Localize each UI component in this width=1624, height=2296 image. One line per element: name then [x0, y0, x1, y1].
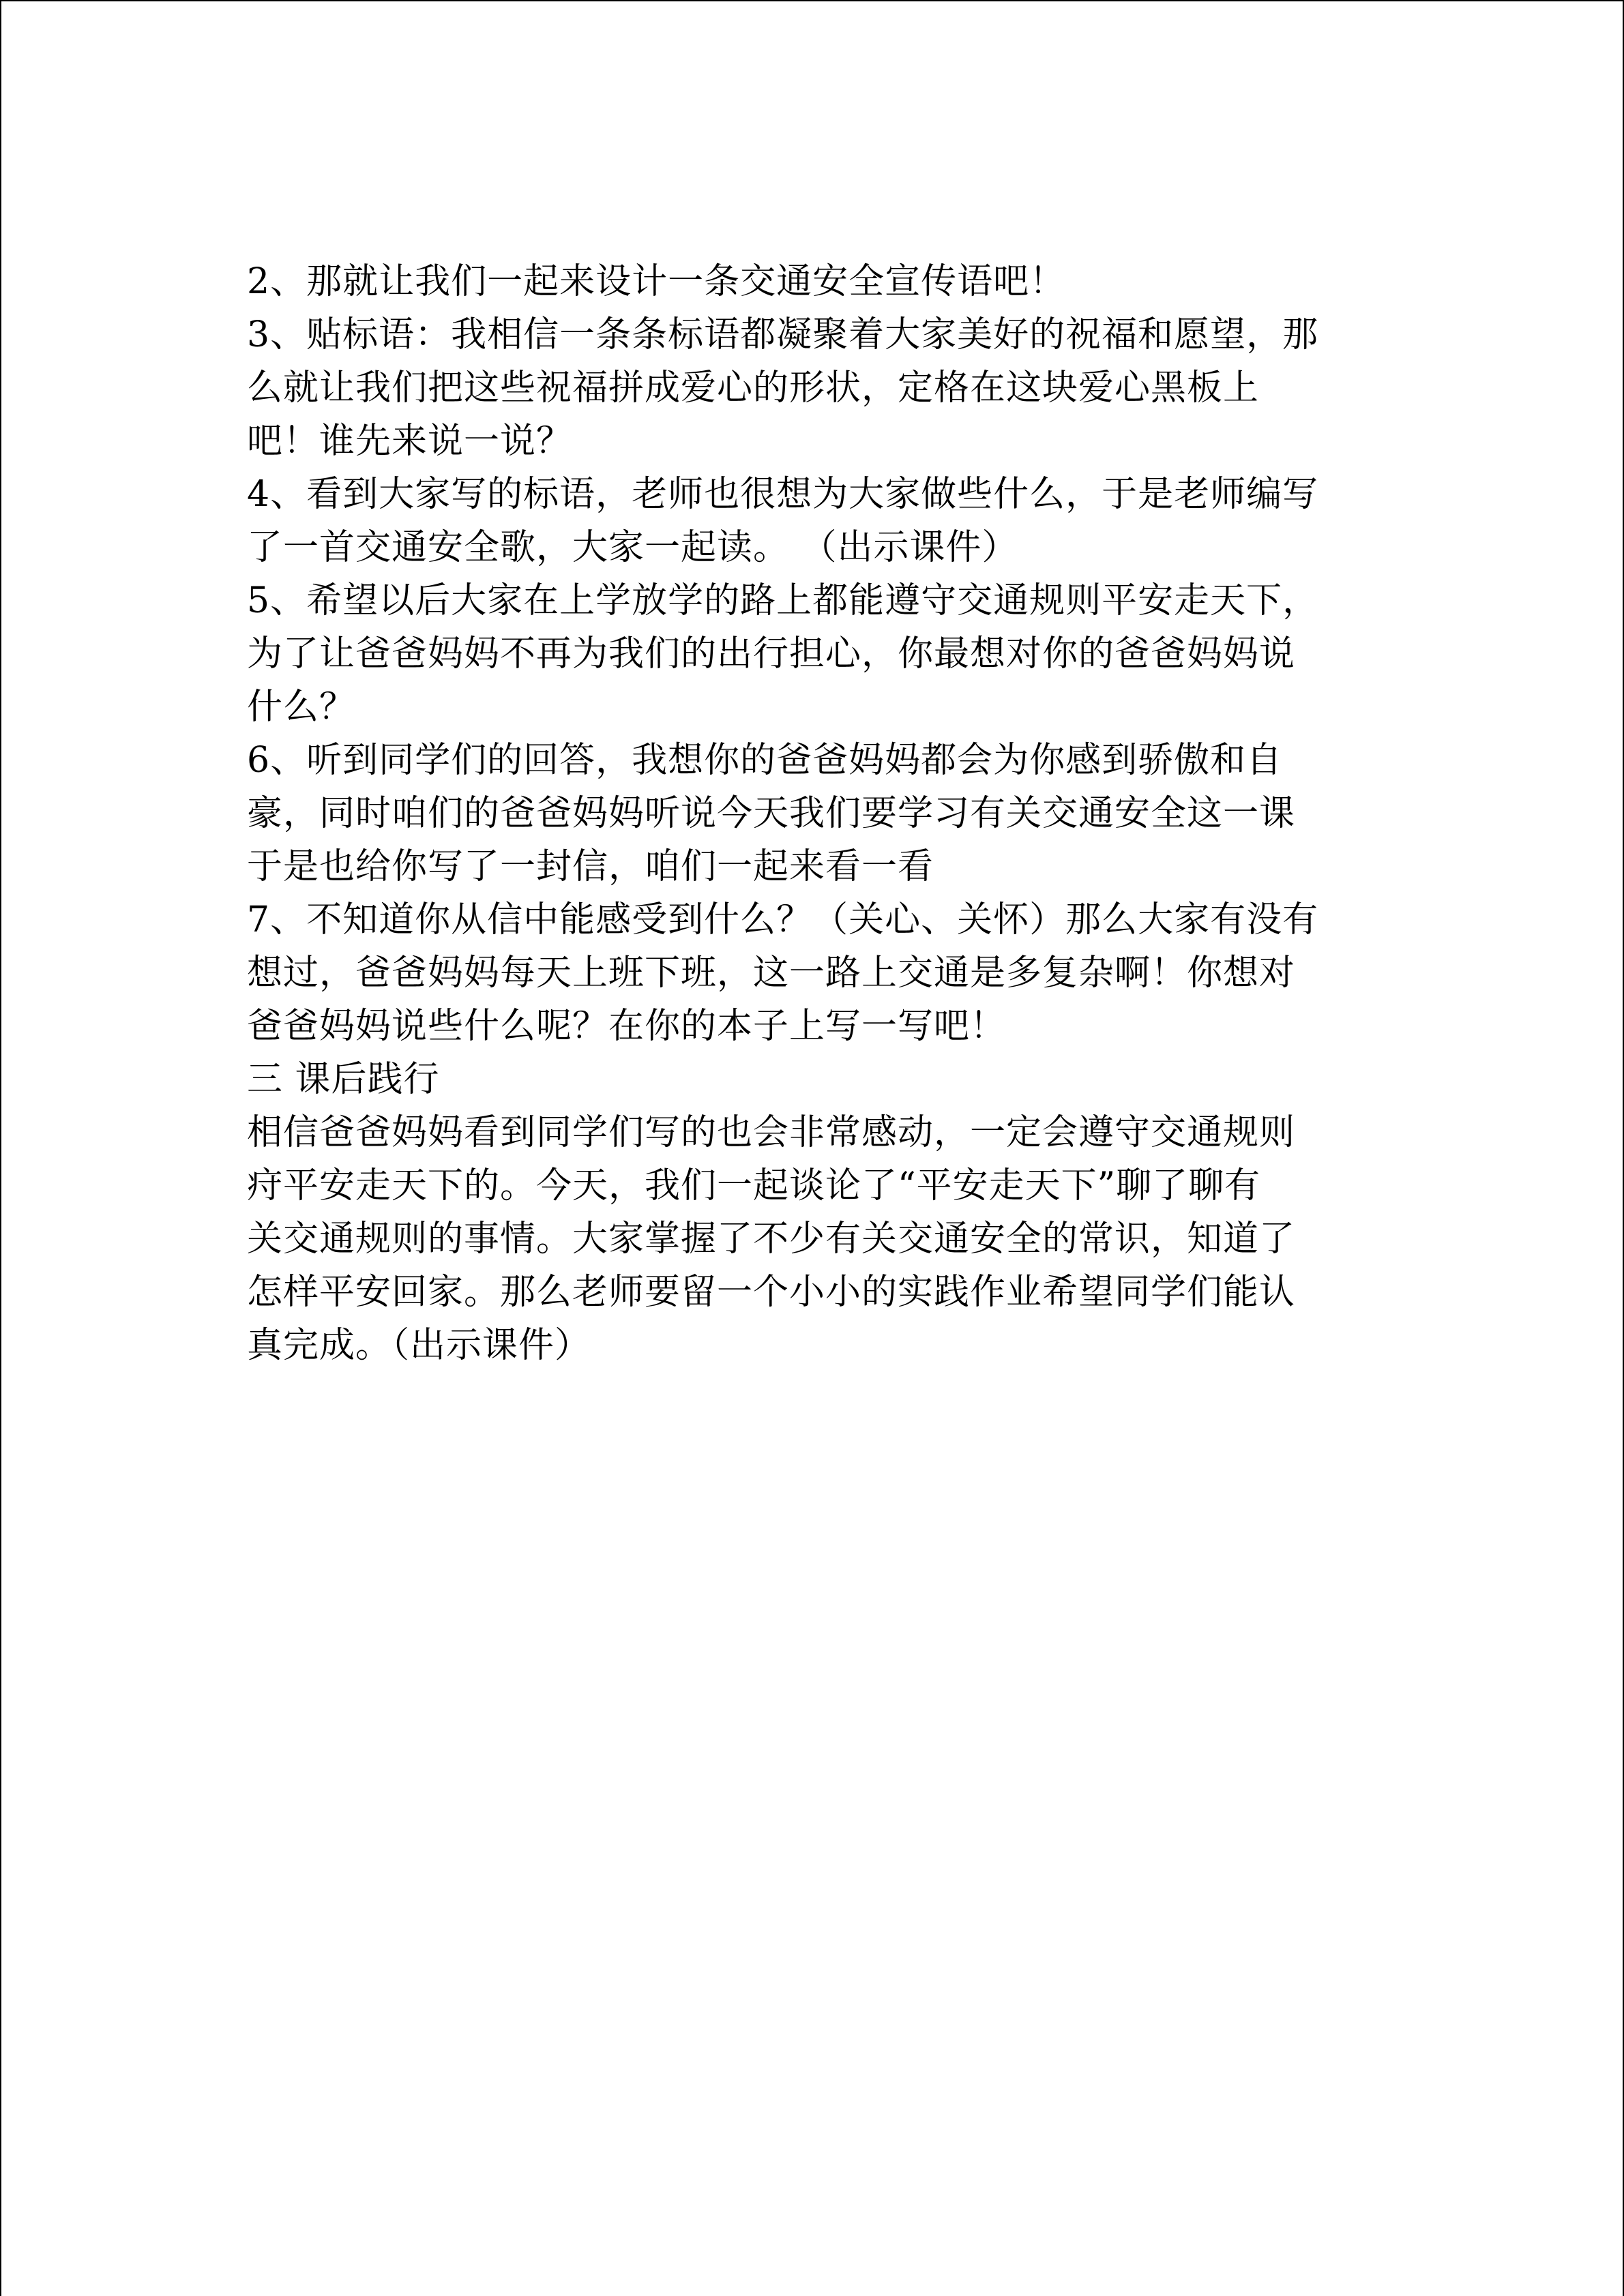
text-line: 吧！谁先来说一说？: [247, 421, 573, 462]
text-line: 了一首交通安全歌，大家一起读。 （出示课件）: [247, 527, 1018, 568]
text-line: 怎样平安回家。那么老师要留一个小小的实践作业希望同学们能认: [247, 1272, 1296, 1313]
document-body: [247, 255, 1379, 1372]
text-line: 什么？: [247, 687, 356, 728]
section-heading: 三 课后践行: [247, 1059, 440, 1100]
text-line: 为了让爸爸妈妈不再为我们的出行担心，你最想对你的爸爸妈妈说: [247, 633, 1296, 674]
text-line: 5、希望以后大家在上学放学的路上都能遵守交通规则平安走天下，: [247, 580, 1319, 621]
text-line: 豪，同时咱们的爸爸妈妈听说今天我们要学习有关交通安全这一课: [247, 793, 1296, 834]
text-line: 想过，爸爸妈妈每天上班下班，这一路上交通是多复杂啊！你想对: [247, 953, 1296, 994]
text-line: 关交通规则的事情。大家掌握了不少有关交通安全的常识，知道了: [247, 1219, 1296, 1259]
text-line: 2、那就让我们一起来设计一条交通安全宣传语吧！: [247, 261, 1066, 302]
text-line: 相信爸爸妈妈看到同学们写的也会非常感动，一定会遵守交通规则: [247, 1112, 1296, 1153]
text-line: 4、看到大家写的标语，老师也很想为大家做些什么，于是老师编写: [247, 474, 1319, 515]
text-line: 爸爸妈妈说些什么呢？在你的本子上写一写吧！: [247, 1006, 1007, 1047]
text-line: 于是也给你写了一封信，咱们一起来看一看: [247, 846, 934, 887]
text-line: 6、听到同学们的回答，我想你的爸爸妈妈都会为你感到骄傲和自: [247, 740, 1283, 781]
text-line: 7、不知道你从信中能感受到什么？（关心、关怀）那么大家有没有: [247, 899, 1319, 940]
text-line: 么就让我们把这些祝福拼成爱心的形状，定格在这块爱心黑板上: [247, 368, 1260, 408]
text-line: 疛平安走天下的。今天，我们一起谈论了“平安走天下”聊了聊有: [247, 1165, 1261, 1206]
text-line: 3、贴标语：我相信一条条标语都凝聚着大家美好的祝福和愿望，那: [247, 314, 1319, 355]
text-line: 真完成。（出示课件）: [247, 1325, 591, 1366]
